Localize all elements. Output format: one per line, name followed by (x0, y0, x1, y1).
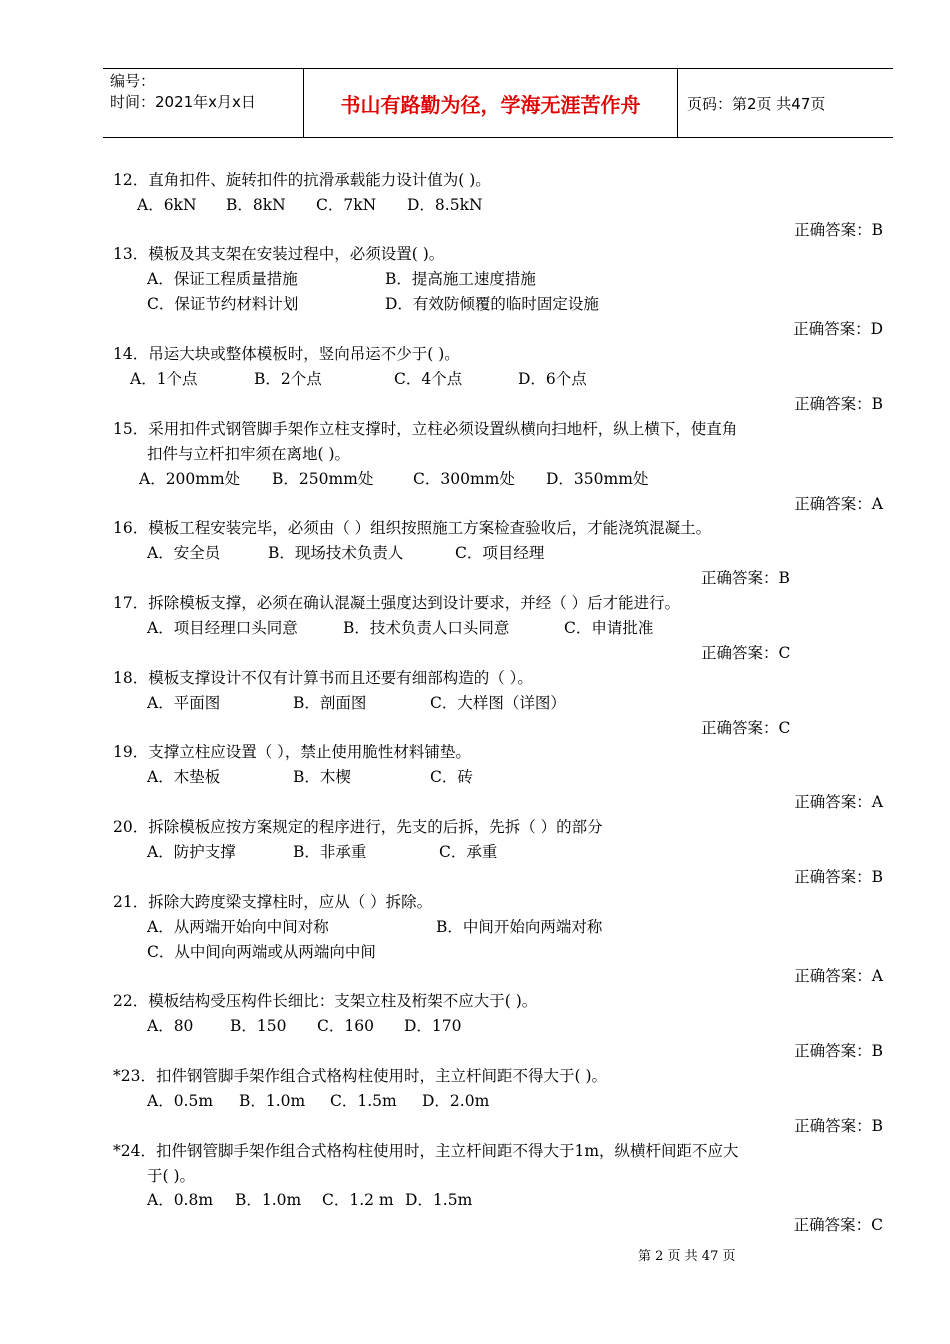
question-20-option-b: B．非承重 (293, 843, 367, 861)
question-23-answer: 正确答案：B (794, 1117, 883, 1135)
question-14-option-c: C．4个点 (394, 370, 463, 388)
page-footer: 第 2 页 共 47 页 (638, 1249, 736, 1264)
question-16-answer: 正确答案：B (701, 569, 790, 587)
question-22-option-b: B．150 (230, 1017, 287, 1035)
question-16-stem: 16．模板工程安装完毕，必须由（ ）组织按照施工方案检查验收后，才能浇筑混凝土。 (113, 519, 712, 537)
question-24-stem: *24．扣件钢管脚手架作组合式格构柱使用时，主立杆间距不得大于1m，纵横杆间距不应大 (113, 1142, 739, 1160)
question-24-option-b: B．1.0m (235, 1191, 302, 1209)
question-20-option-c: C．承重 (439, 843, 498, 861)
question-14-option-d: D．6个点 (518, 370, 587, 388)
question-18-option-c: C．大样图（详图） (430, 694, 566, 712)
header-number-label: 编号： (110, 72, 156, 90)
question-13-option-c: C．保证节约材料计划 (147, 295, 299, 313)
question-17-option-a: A．项目经理口头同意 (147, 619, 298, 637)
question-24-option-c: C．1.2 m (322, 1191, 394, 1209)
question-18-stem: 18．模板支撑设计不仅有计算书而且还要有细部构造的（ ）。 (113, 669, 533, 687)
question-14-option-a: A．1个点 (130, 370, 198, 388)
question-12-option-a: A．6kN (137, 196, 197, 214)
question-24-option-d: D．1.5m (405, 1191, 473, 1209)
question-22-option-c: C．160 (317, 1017, 374, 1035)
question-12-option-b: B．8kN (226, 196, 286, 214)
header-time-label: 时间：2021年x月x日 (110, 93, 256, 111)
question-24-stem-line2: 于( )。 (147, 1167, 196, 1185)
question-21-option-c: C．从中间向两端或从两端向中间 (147, 943, 376, 961)
question-18-answer: 正确答案：C (701, 719, 791, 737)
question-17-answer: 正确答案：C (701, 644, 791, 662)
question-15-answer: 正确答案：A (794, 495, 883, 513)
question-16-option-c: C．项目经理 (455, 544, 545, 562)
question-20-option-a: A．防护支撑 (147, 843, 236, 861)
question-13-option-d: D．有效防倾覆的临时固定设施 (385, 295, 599, 313)
question-21-option-a: A．从两端开始向中间对称 (147, 918, 329, 936)
question-16-option-a: A．安全员 (147, 544, 221, 562)
question-14-answer: 正确答案：B (794, 395, 883, 413)
question-23-option-d: D．2.0m (422, 1092, 490, 1110)
question-12-option-c: C．7kN (316, 196, 377, 214)
question-23-option-c: C．1.5m (330, 1092, 397, 1110)
question-15-option-d: D．350mm处 (546, 470, 649, 488)
question-22-answer: 正确答案：B (794, 1042, 883, 1060)
question-15-option-c: C．300mm处 (413, 470, 515, 488)
question-13-stem: 13．模板及其支架在安装过程中，必须设置( )。 (113, 245, 445, 263)
question-18-option-b: B．剖面图 (293, 694, 367, 712)
question-17-option-b: B．技术负责人口头同意 (343, 619, 510, 637)
question-23-option-a: A．0.5m (147, 1092, 214, 1110)
header-page-info: 页码：第2页 共47页 (687, 95, 826, 113)
question-22-option-a: A．80 (147, 1017, 194, 1035)
question-22-option-d: D．170 (404, 1017, 462, 1035)
question-18-option-a: A．平面图 (147, 694, 221, 712)
question-14-option-b: B．2个点 (254, 370, 322, 388)
question-15-option-a: A．200mm处 (139, 470, 241, 488)
question-15-stem-line2: 扣件与立杆扣牢须在离地( )。 (147, 445, 351, 463)
question-21-answer: 正确答案：A (794, 967, 883, 985)
question-13-option-b: B．提高施工速度措施 (385, 270, 536, 288)
question-24-option-a: A．0.8m (147, 1191, 214, 1209)
question-19-option-b: B．木楔 (293, 768, 351, 786)
question-16-option-b: B．现场技术负责人 (268, 544, 404, 562)
question-12-option-d: D．8.5kN (407, 196, 483, 214)
question-19-option-a: A．木垫板 (147, 768, 221, 786)
question-15-option-b: B．250mm处 (272, 470, 374, 488)
question-12-answer: 正确答案：B (794, 221, 883, 239)
header-left (110, 71, 256, 113)
question-20-stem: 20．拆除模板应按方案规定的程序进行，先支的后拆，先拆（ ）的部分 (113, 818, 603, 836)
question-22-stem: 22．模板结构受压构件长细比：支架立柱及桁架不应大于( )。 (113, 992, 538, 1010)
question-21-option-b: B．中间开始向两端对称 (436, 918, 603, 936)
question-13-answer: 正确答案：D (793, 320, 883, 338)
page-header (103, 68, 893, 138)
question-13-option-a: A．保证工程质量措施 (147, 270, 298, 288)
question-23-option-b: B．1.0m (239, 1092, 306, 1110)
question-23-stem: *23．扣件钢管脚手架作组合式格构柱使用时，主立杆间距不得大于( )。 (113, 1067, 607, 1085)
question-17-option-c: C．申请批准 (564, 619, 654, 637)
question-19-stem: 19．支撑立柱应设置（ ），禁止使用脆性材料铺垫。 (113, 743, 471, 761)
question-20-answer: 正确答案：B (794, 868, 883, 886)
question-24-answer: 正确答案：C (793, 1216, 883, 1234)
question-21-stem: 21．拆除大跨度梁支撑柱时，应从（ ）拆除。 (113, 893, 433, 911)
header-motto: 书山有路勤为径，学海无涯苦作舟 (340, 93, 641, 117)
question-12-stem: 12．直角扣件、旋转扣件的抗滑承载能力设计值为( )。 (113, 171, 491, 189)
question-15-stem: 15．采用扣件式钢管脚手架作立柱支撑时，立柱必须设置纵横向扫地杆，纵上横下，使直角 (113, 420, 738, 438)
question-19-answer: 正确答案：A (794, 793, 883, 811)
question-19-option-c: C．砖 (430, 768, 473, 786)
question-17-stem: 17．拆除模板支撑，必须在确认混凝土强度达到设计要求，并经（ ）后才能进行。 (113, 594, 681, 612)
question-14-stem: 14．吊运大块或整体模板时，竖向吊运不少于( )。 (113, 345, 460, 363)
